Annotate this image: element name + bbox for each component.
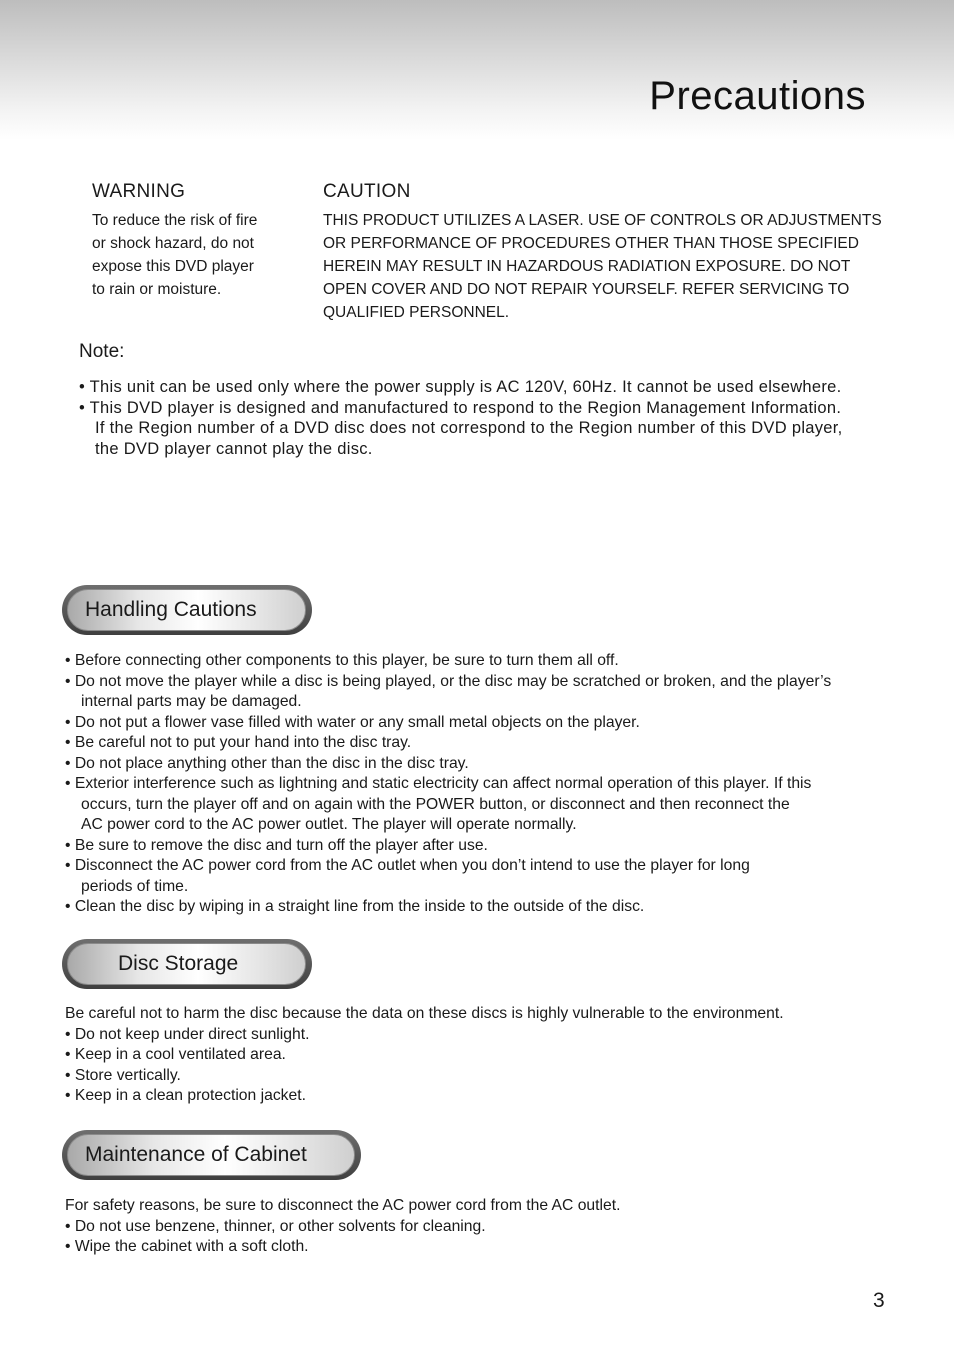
handling-item: • Exterior interference such as lightning and static electricity can affect normal operation of this player. If this [65,775,812,792]
handling-cautions-heading: Handling Cautions [67,589,306,631]
handling-item: • Before connecting other components to this player, be sure to turn them all off. [65,652,619,669]
maintenance-banner [62,1130,361,1180]
header-band [0,0,954,140]
maintenance-intro: For safety reasons, be sure to disconnect the AC power cord from the AC outlet. [65,1197,621,1214]
handling-item-continuation: periods of time. [81,877,189,895]
storage-intro: Be careful not to harm the disc because the data on these discs is highly vulnerable to the environment. [65,1005,784,1022]
disc-storage-heading: Disc Storage [67,943,306,985]
handling-item: • Be sure to remove the disc and turn off the player after use. [65,836,488,854]
warning-line: expose this DVD player [92,258,254,275]
caution-line: HEREIN MAY RESULT IN HAZARDOUS RADIATION EXPOSURE. DO NOT [323,258,851,275]
handling-item-continuation: occurs, turn the player off and on again with the POWER button, or disconnect and then reconnect the [81,795,790,813]
note-list [79,377,947,459]
note-item-continuation: If the Region number of a DVD disc does not correspond to the Region number of this DVD player, [95,419,843,438]
handling-item: • Disconnect the AC power cord from the AC outlet when you don’t intend to use the player for long [65,857,750,874]
handling-cautions-banner [62,585,312,635]
warning-line: to rain or moisture. [92,281,222,298]
warning-block [92,181,292,301]
handling-item: • Do not place anything other than the disc in the disc tray. [65,754,469,772]
maintenance-list [65,1196,945,1258]
disc-storage-list [65,1004,945,1107]
warning-heading: WARNING [92,181,186,202]
page-number: 3 [873,1289,885,1312]
caution-line: THIS PRODUCT UTILIZES A LASER. USE OF CONTROLS OR ADJUSTMENTS [323,212,882,229]
disc-storage-banner [62,939,312,989]
maintenance-heading: Maintenance of Cabinet [67,1134,355,1176]
handling-item: • Do not put a flower vase filled with water or any small metal objects on the player. [65,713,640,731]
caution-line: OR PERFORMANCE OF PROCEDURES OTHER THAN THOSE SPECIFIED [323,235,859,252]
note-item: • This DVD player is designed and manufactured to respond to the Region Management Information. [79,398,842,417]
warning-line: or shock hazard, do not [92,235,254,252]
caution-block [323,181,943,324]
storage-item: • Store vertically. [65,1066,181,1084]
note-item: • This unit can be used only where the power supply is AC 120V, 60Hz. It cannot be used elsewhere. [79,378,842,396]
handling-item: • Clean the disc by wiping in a straight line from the inside to the outside of the disc. [65,898,645,915]
handling-item: • Do not move the player while a disc is being played, or the disc may be scratched or broken, and the player’s [65,672,832,690]
caution-line: OPEN COVER AND DO NOT REPAIR YOURSELF. REFER SERVICING TO [323,281,850,298]
caution-heading: CAUTION [323,181,411,202]
handling-item-continuation: AC power cord to the AC power outlet. The player will operate normally. [81,816,577,833]
handling-cautions-list [65,651,945,918]
page-title: Precautions [649,74,866,118]
handling-item: • Be careful not to put your hand into the disc tray. [65,734,412,751]
storage-item: • Keep in a cool ventilated area. [65,1046,286,1063]
maintenance-item: • Wipe the cabinet with a soft cloth. [65,1238,309,1255]
storage-item: • Do not keep under direct sunlight. [65,1025,310,1043]
handling-item-continuation: internal parts may be damaged. [81,693,302,710]
caution-line: QUALIFIED PERSONNEL. [323,304,510,321]
maintenance-item: • Do not use benzene, thinner, or other solvents for cleaning. [65,1217,486,1235]
warning-line: To reduce the risk of fire [92,212,258,229]
storage-item: • Keep in a clean protection jacket. [65,1087,306,1104]
note-item-continuation: the DVD player cannot play the disc. [95,439,373,458]
note-heading: Note: [79,341,125,362]
